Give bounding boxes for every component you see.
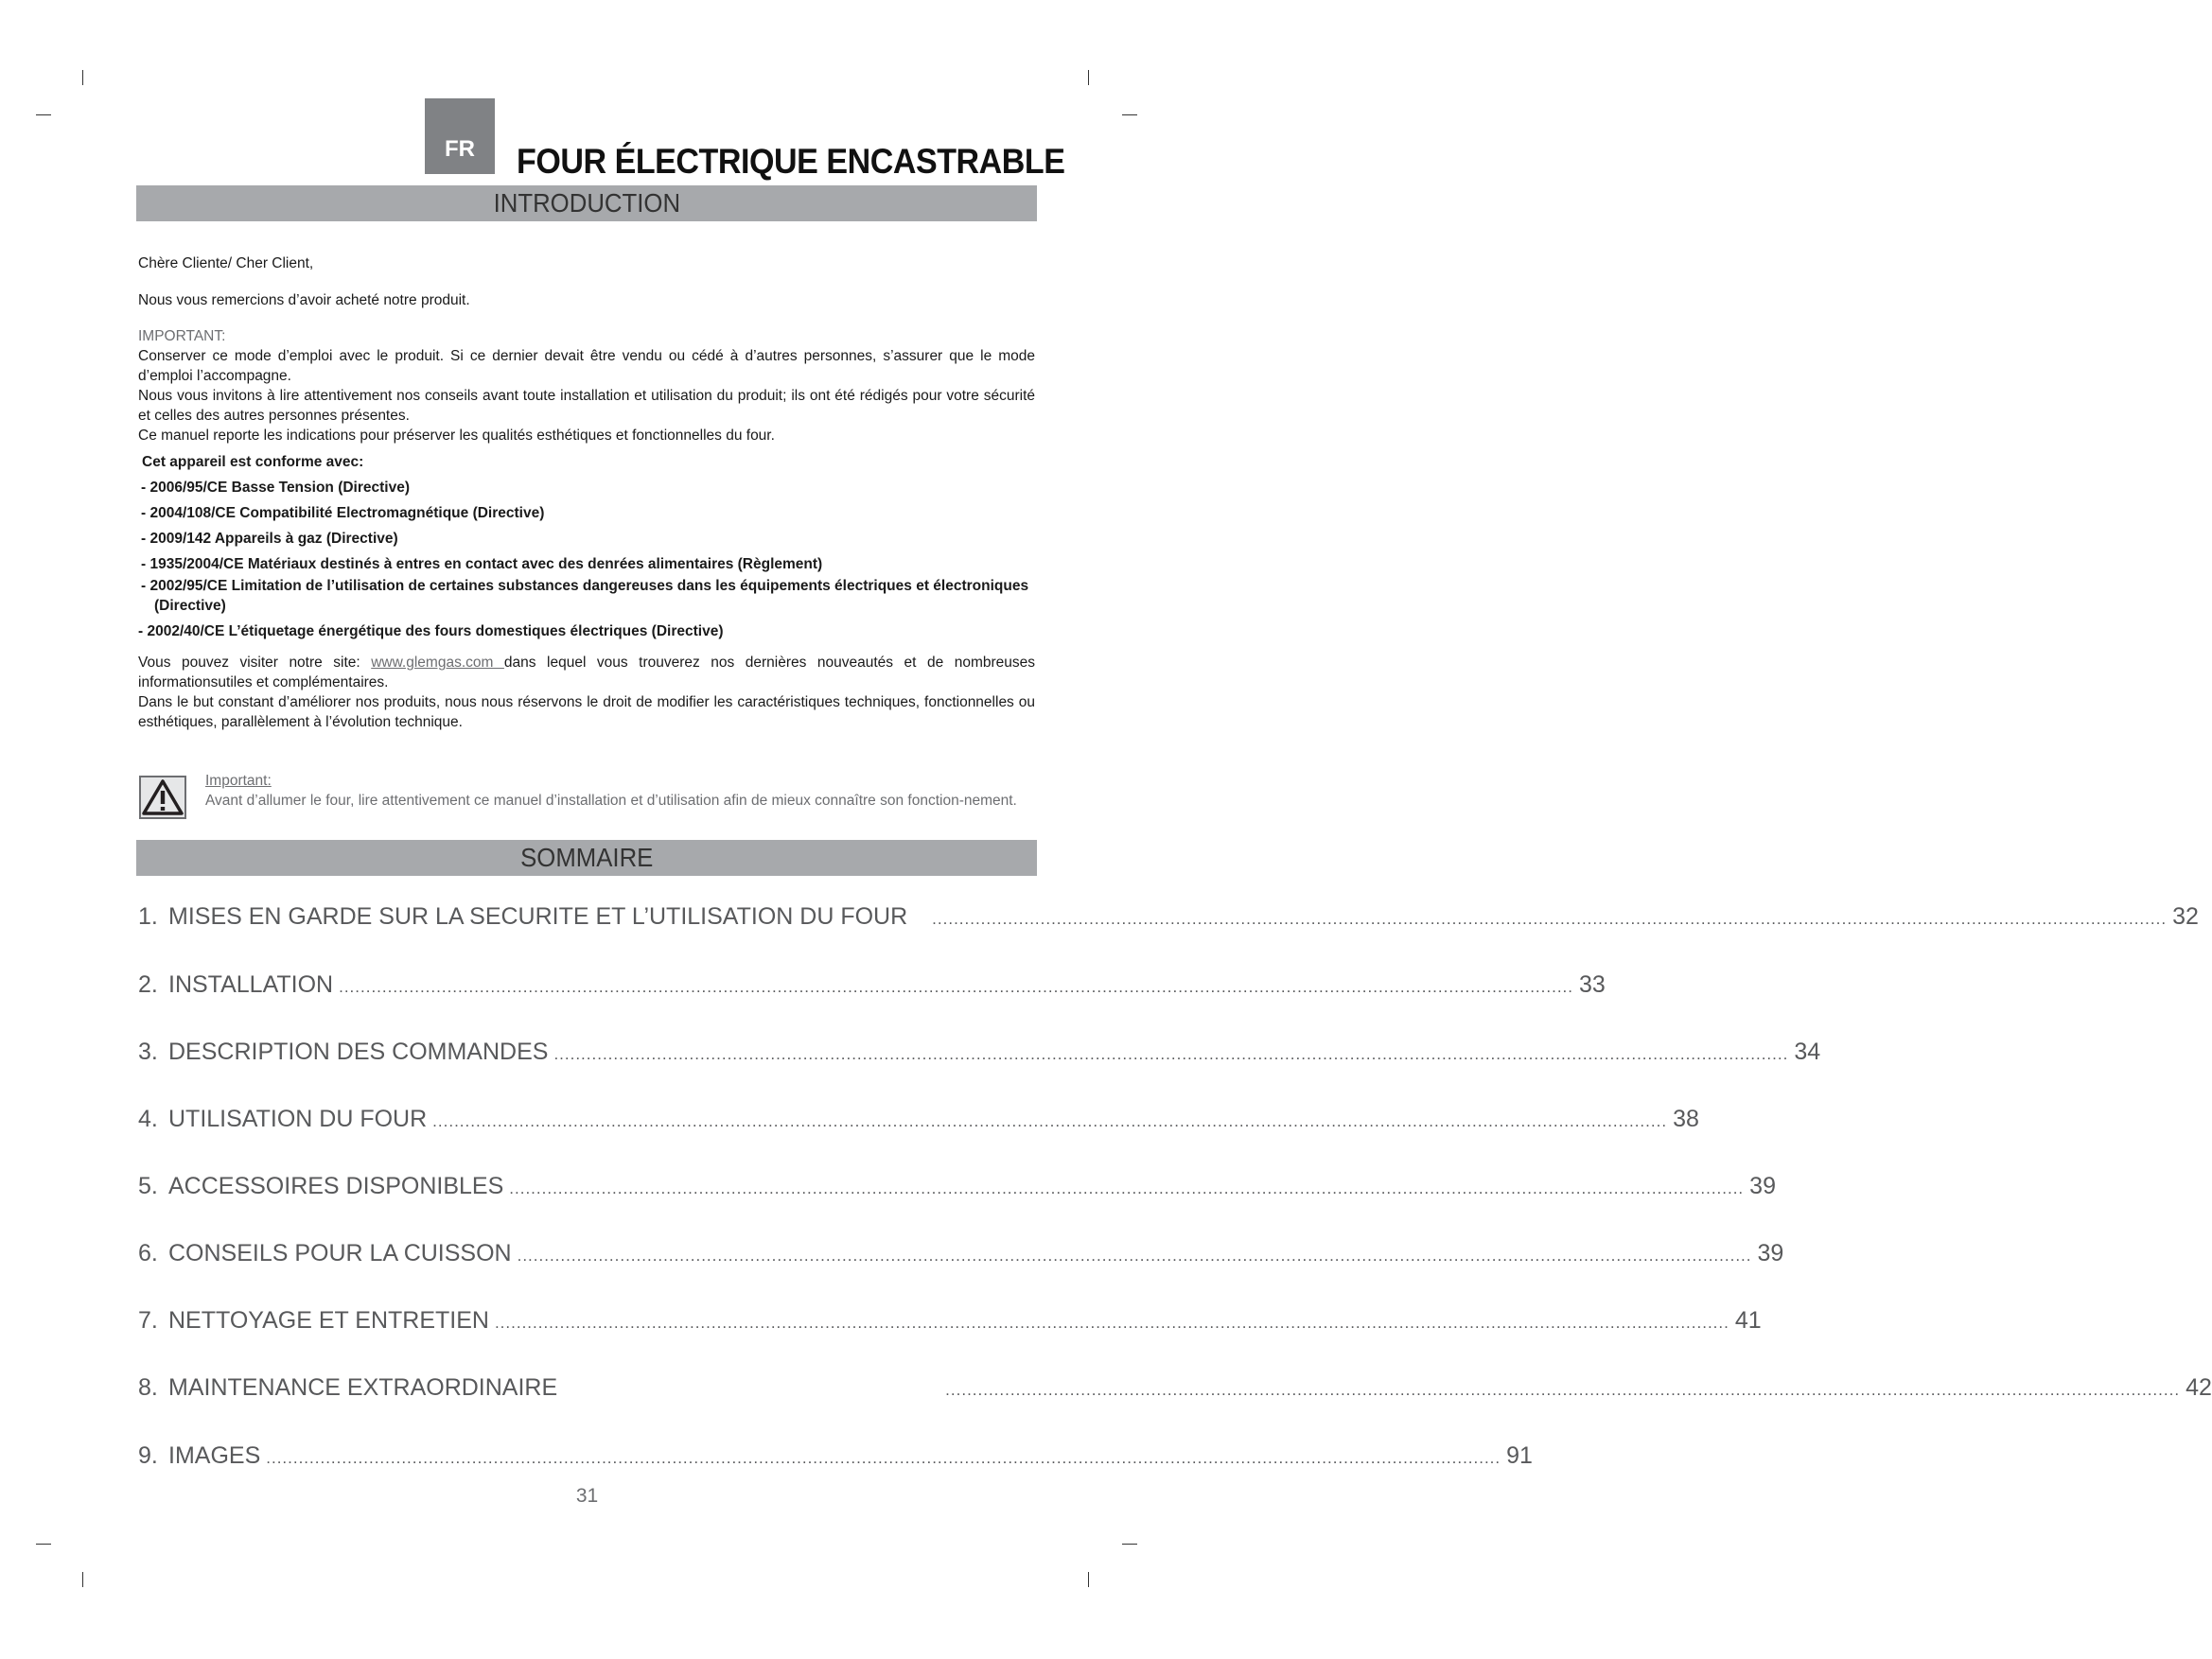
toc-leader: .................................................................................................................................................................................................................................... (432, 1112, 1668, 1130)
toc-number: 7. (138, 1307, 158, 1334)
toc-item[interactable] (138, 1307, 1762, 1339)
directive-list (138, 478, 1035, 616)
language-badge (425, 98, 495, 174)
toc-label: INSTALLATION (168, 971, 334, 998)
toc-label: MAINTENANCE EXTRAORDINAIRE (168, 1374, 558, 1401)
directive-item: - 2004/108/CE Compatibilité Electromagnétique (Directive) (141, 505, 545, 521)
toc-number: 4. (138, 1106, 158, 1132)
toc-label: MISES EN GARDE SUR LA SECURITE ET L’UTILISATION DU FOUR (168, 903, 908, 930)
toc-item[interactable] (138, 971, 1606, 1004)
crop-mark (1088, 1572, 1089, 1587)
website-link[interactable]: www.glemgas.com (371, 655, 504, 671)
crop-mark (82, 1572, 83, 1587)
toc-page: 39 (1757, 1240, 1784, 1266)
toc-number: 6. (138, 1240, 158, 1266)
warning-text: Avant d’allumer le four, lire attentivement ce manuel d’installation et d’utilisation afin de mieux connaître son fonction-nement. (205, 793, 1017, 809)
toc-page: 33 (1579, 971, 1606, 998)
website-paragraph (138, 653, 1035, 692)
directive-item: - 2006/95/CE Basse Tension (Directive) (141, 480, 411, 496)
toc-page: 91 (1506, 1442, 1533, 1469)
paragraph: Conserver ce mode d’emploi avec le produit. Si ce dernier devait être vendu ou cédé à d’autres personnes, s’assurer que le mode d’emploi l’accompagne. (138, 348, 1035, 384)
toc-page: 34 (1794, 1039, 1821, 1065)
toc-item[interactable] (138, 1374, 2212, 1406)
toc-label: DESCRIPTION DES COMMANDES (168, 1039, 549, 1065)
toc-page: 32 (2172, 903, 2199, 930)
introduction-body (138, 253, 1035, 732)
greeting: Chère Cliente/ Cher Client, (138, 255, 314, 271)
toc-number: 8. (138, 1374, 158, 1401)
toc-leader: .................................................................................................................................................................................................................................... (509, 1179, 1745, 1197)
toc-page: 41 (1734, 1307, 1762, 1334)
language-code: FR (445, 136, 475, 162)
toc-item[interactable] (138, 1240, 1784, 1272)
toc-page: 39 (1749, 1173, 1776, 1199)
page-title: FOUR ÉLECTRIQUE ENCASTRABLE (517, 142, 1065, 181)
toc-item[interactable] (138, 1173, 1776, 1205)
introduction-heading-text: INTRODUCTION (493, 188, 680, 218)
toc-leader: .................................................................................................................................................................................................................................... (494, 1314, 1729, 1332)
toc-number: 1. (138, 903, 158, 930)
toc-leader: .................................................................................................................................................................................................................................... (517, 1247, 1752, 1265)
toc-item[interactable] (138, 1442, 1533, 1475)
paragraph: Ce manuel reporte les indications pour préserver les qualités esthétiques et fonctionnelles du four. (138, 428, 775, 444)
toc-number: 2. (138, 971, 158, 998)
thanks-text: Nous vous remercions d’avoir acheté notre produit. (138, 292, 470, 308)
toc-number: 5. (138, 1173, 158, 1199)
toc-item[interactable] (138, 1106, 1699, 1138)
summary-heading-text: SOMMAIRE (519, 843, 654, 872)
toc-label: UTILISATION DU FOUR (168, 1106, 428, 1132)
paragraph: Nous vous invitons à lire attentivement nos conseils avant toute installation et utilisation du produit; ils ont été rédigés pour votre sécurité et celles des autres personnes présentes. (138, 388, 1035, 424)
important-label: IMPORTANT: (138, 328, 226, 344)
toc-label: IMAGES (168, 1442, 261, 1469)
crop-mark (1122, 1544, 1137, 1545)
toc-leader: .................................................................................................................................................................................................................................... (553, 1045, 1789, 1063)
crop-mark (36, 114, 51, 115)
toc-leader: .................................................................................................................................................................................................................................... (945, 1381, 2181, 1399)
toc-leader: .................................................................................................................................................................................................................................... (932, 910, 2168, 928)
toc-leader: .................................................................................................................................................................................................................................... (266, 1449, 1501, 1467)
page-number: 31 (575, 1485, 599, 1507)
toc-item[interactable] (138, 1039, 1821, 1071)
toc-number: 3. (138, 1039, 158, 1065)
toc-item[interactable] (138, 903, 2199, 935)
toc-page: 42 (2186, 1374, 2212, 1401)
directive-item: - 2002/95/CE Limitation de l’utilisation de certaines substances dangereuses dans les équipements électriques et électroniques (141, 578, 1029, 594)
website-intro: Vous pouvez visiter notre site: (138, 655, 372, 671)
toc-number: 9. (138, 1442, 158, 1469)
crop-mark (1088, 70, 1089, 85)
website-outro: dans lequel vous trouverez nos dernières nouveautés et de nombreuses informationsutiles et complémentaires. (138, 655, 1036, 690)
warning-icon (139, 776, 186, 819)
directive-item: - 2009/142 Appareils à gaz (Directive) (141, 531, 398, 547)
directive-item: - 1935/2004/CE Matériaux destinés à entres en contact avec des denrées alimentaires (Règlement) (141, 556, 823, 572)
conformity-title: Cet appareil est conforme avec: (142, 454, 364, 470)
warning-note (205, 771, 1034, 811)
crop-mark (82, 70, 83, 85)
crop-mark (36, 1544, 51, 1545)
toc-page: 38 (1673, 1106, 1699, 1132)
toc-leader: .................................................................................................................................................................................................................................... (339, 978, 1573, 996)
toc-label: CONSEILS POUR LA CUISSON (168, 1240, 512, 1266)
directive-item: - 2002/40/CE L’étiquetage énergétique des fours domestiques électriques (Directive) (138, 623, 724, 639)
summary-heading (136, 840, 1037, 876)
introduction-heading (136, 185, 1037, 221)
warning-label: Important: (205, 773, 272, 789)
crop-mark (1122, 114, 1137, 115)
toc-label: NETTOYAGE ET ENTRETIEN (168, 1307, 489, 1334)
paragraph: Dans le but constant d’améliorer nos produits, nous nous réservons le droit de modifier les caractéristiques techniques, fonctionnelles ou esthétiques, parallèlement à l’évolution technique. (138, 694, 1035, 730)
directive-item: (Directive) (154, 598, 226, 614)
toc-label: ACCESSOIRES DISPONIBLES (168, 1173, 504, 1199)
